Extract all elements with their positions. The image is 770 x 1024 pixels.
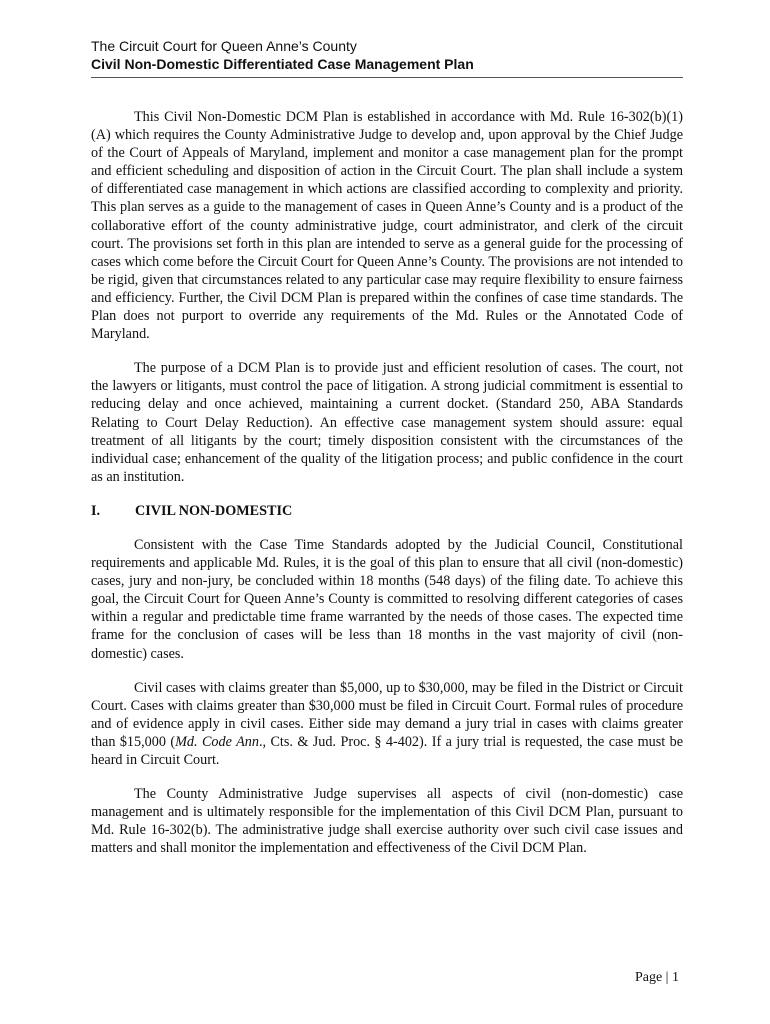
administrative-judge-paragraph: The County Administrative Judge supervises all aspects of civil (non-domestic) case management and is ultimately responsible for the implementation of this Civil DCM Plan, pursuant to Md. Rule 16-302(b). The administrative judge shall exercise authority over such civil case issues and matters and shall monitor the implementation and effectiveness of the Civil DCM Plan. — [91, 786, 683, 857]
section-number: I. — [91, 502, 101, 519]
statute-citation: Md. Code Ann — [175, 733, 259, 750]
intro-paragraph: This Civil Non-Domestic DCM Plan is established in accordance with Md. Rule 16-302(b)(1)(A) which requires the County Administrative Judge to develop and, upon approval by the Chief Judge of the Court of Appeals of Maryland, implement and monitor a case management plan for the prompt and efficient scheduling and disposition of action in the Circuit Court. The plan shall include a system of differentiated case management in which actions are classified according to complexity and priority. This plan serves as a guide to the management of cases in Queen Anne’s County and is a product of the collaborative effort of the county administrative judge, court administrator, and clerk of the circuit court. The provisions set forth in this plan are intended to serve as a general guide for the processing of cases which come before the Circuit Court for Queen Anne’s County. The provisions are not intended to be rigid, given that circumstances related to any particular case may require flexibility to ensure fairness and efficiency. Further, the Civil DCM Plan is prepared within the confines of case time standards. The Plan does not purport to override any requirements of the Md. Rules or the Annotated Code of Maryland. — [91, 109, 683, 343]
civil-claims-paragraph — [91, 679, 683, 769]
civil-claims-text-end: ., Cts. & Jud. Proc. § 4-402). If a jury trial is requested, the case must be heard in Circuit Court. — [91, 733, 683, 768]
section-heading — [91, 502, 683, 520]
page-number: Page | 1 — [634, 970, 679, 985]
plan-title: Civil Non-Domestic Differentiated Case Management Plan — [91, 56, 474, 72]
section-title: CIVIL NON-DOMESTIC — [135, 502, 293, 519]
court-name: The Circuit Court for Queen Anne’s County — [91, 38, 357, 54]
document-body — [91, 108, 683, 873]
header-divider — [91, 77, 683, 78]
page-header — [91, 37, 683, 73]
civil-claims-text-start: Civil cases with claims greater than $5,000, up to $30,000, may be filed in the District or Circuit Court. Cases with claims greater than $30,000 must be filed in Circuit Court. Formal rules of procedure and of evidence apply in civil cases. Either side may demand a jury trial in cases with claims greater than $15,000 ( — [91, 679, 683, 750]
time-standards-paragraph: Consistent with the Case Time Standards adopted by the Judicial Council, Constitutional requirements and applicable Md. Rules, it is the goal of this plan to ensure that all civil (non-domestic) cases, jury and non-jury, be concluded within 18 months (548 days) of the filing date. To achieve this goal, the Circuit Court for Queen Anne’s County is committed to resolving different categories of cases within a regular and predictable time frame warranted by the needs of those cases. The expected time frame for the conclusion of cases will be less than 18 months in the vast majority of civil (non-domestic) cases. — [91, 536, 683, 662]
purpose-paragraph: The purpose of a DCM Plan is to provide just and efficient resolution of cases. The court, not the lawyers or litigants, must control the pace of litigation. A strong judicial commitment is essential to reducing delay and once achieved, maintaining a current docket. (Standard 250, ABA Standards Relating to Court Delay Reduction). An effective case management system should assure: equal treatment of all litigants by the court; timely disposition consistent with the circumstances of the individual case; enhancement of the quality of the litigation process; and public confidence in the court as an institution. — [91, 360, 683, 485]
